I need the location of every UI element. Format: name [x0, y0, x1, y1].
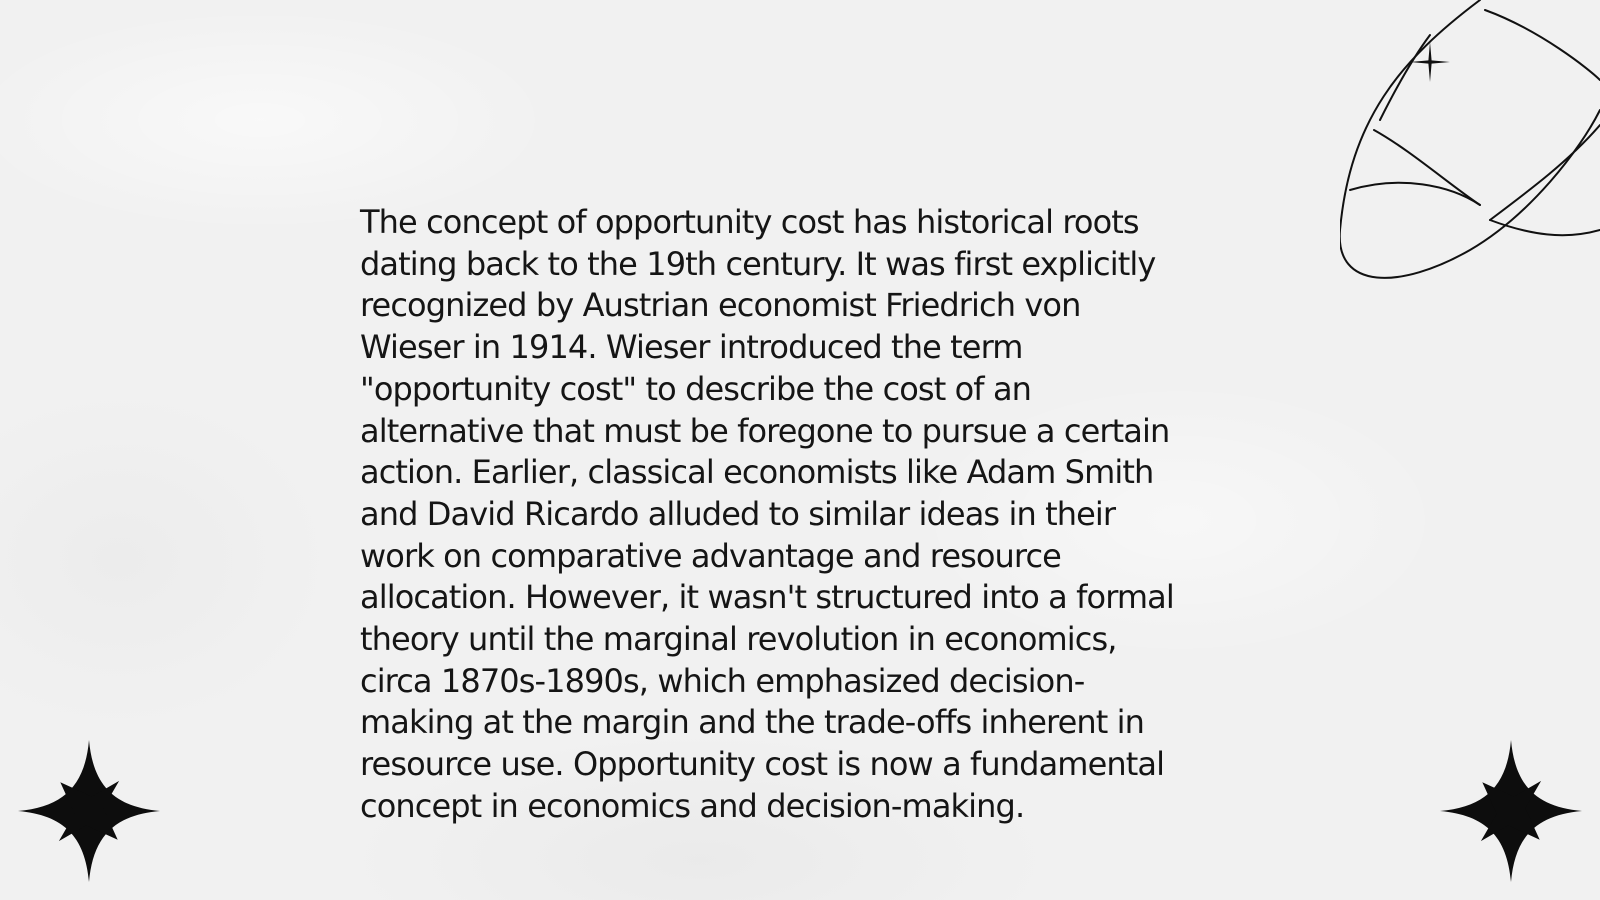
four-point-star-icon: [1440, 740, 1582, 882]
four-point-star-icon: [18, 740, 160, 882]
body-line: dating back to the 19th century. It was first explicitly: [360, 244, 1156, 283]
body-line: making at the margin and the trade-offs inherent in: [360, 703, 1145, 742]
slide-body-text: [360, 202, 1240, 828]
body-line: Wieser in 1914. Wieser introduced the term: [360, 328, 1023, 367]
body-line: and David Ricardo alluded to similar ideas in their: [360, 494, 1116, 533]
body-line: resource use. Opportunity cost is now a fundamental: [360, 745, 1165, 784]
body-line: work on comparative advantage and resource: [360, 536, 1061, 575]
body-line: alternative that must be foregone to pursue a certain: [360, 411, 1170, 450]
body-line: "opportunity cost" to describe the cost of an: [360, 369, 1032, 408]
body-line: circa 1870s-1890s, which emphasized decision-: [360, 661, 1085, 700]
body-line: concept in economics and decision-making.: [360, 786, 1025, 825]
body-line: allocation. However, it wasn't structured into a formal: [360, 578, 1174, 617]
small-sparkle-icon: [1410, 42, 1450, 82]
orbit-lines-icon: [1340, 0, 1600, 290]
body-line: theory until the marginal revolution in economics,: [360, 620, 1117, 659]
body-line: action. Earlier, classical economists like Adam Smith: [360, 453, 1154, 492]
body-line: recognized by Austrian economist Friedrich von: [360, 286, 1081, 325]
body-line: The concept of opportunity cost has historical roots: [360, 203, 1139, 241]
